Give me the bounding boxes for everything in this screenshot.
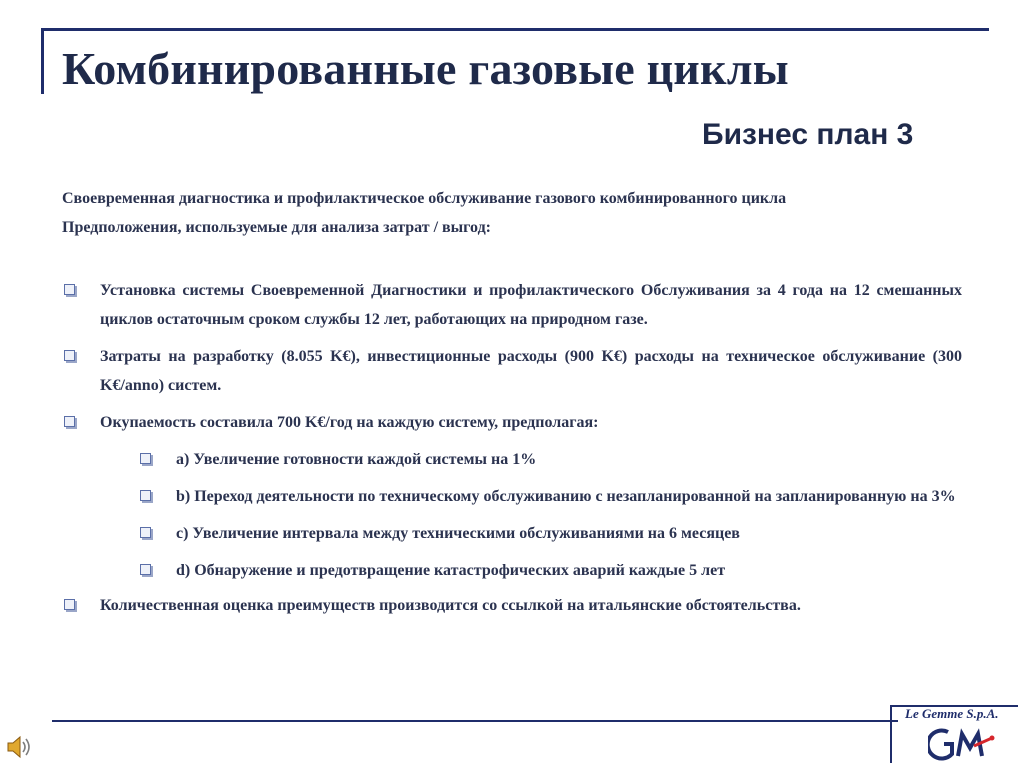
square-bullet-icon — [140, 527, 151, 538]
bullet-item — [62, 591, 962, 620]
bullet-item — [62, 276, 962, 334]
square-bullet-icon — [140, 564, 151, 575]
square-bullet-icon — [140, 490, 151, 501]
speaker-icon[interactable] — [4, 732, 34, 762]
title-accent-vertical — [41, 28, 44, 94]
slide-subtitle: Бизнес план 3 — [702, 118, 914, 151]
footer-divider — [52, 720, 898, 722]
company-name: Le Gemme S.p.A. — [905, 706, 999, 721]
sub-bullet-item — [62, 445, 962, 474]
bullet-item — [62, 342, 962, 400]
bullet-item — [62, 408, 962, 437]
square-bullet-icon — [64, 416, 75, 427]
intro-line-2: Предположения, используемые для анализа затрат / выгод: — [62, 219, 491, 236]
sub-bullet-text: d) Обнаружение и предотвращение катастрофических аварий каждые 5 лет — [176, 562, 726, 579]
square-bullet-icon — [140, 453, 151, 464]
sub-bullet-text: a) Увеличение готовности каждой системы на 1% — [176, 451, 537, 468]
bullet-text: Установка системы Своевременной Диагностики и профилактического Обслуживания за 4 года на 12 смешанных циклов остаточным сроком службы 12 лет, работающих на природном газе. — [100, 282, 962, 328]
square-bullet-icon — [64, 599, 75, 610]
sub-bullet-text: b) Переход деятельности по техническому обслуживанию с незапланированной на запланированную на 3% — [176, 488, 956, 505]
bullet-text: Затраты на разработку (8.055 K€), инвестиционные расходы (900 K€) расходы на техническое обслуживание (300 K€/anno) систем. — [100, 348, 962, 394]
square-bullet-icon — [64, 350, 75, 361]
sub-bullet-item — [62, 482, 962, 511]
title-accent-horizontal — [41, 28, 989, 31]
intro-block — [62, 184, 962, 242]
company-logo-icon — [928, 724, 998, 764]
sub-bullet-item — [62, 556, 962, 585]
intro-line-1: Своевременная диагностика и профилактическое обслуживание газового комбинированного цикла — [62, 190, 787, 207]
slide-title: Комбинированные газовые циклы — [62, 43, 789, 94]
sub-bullet-text: c) Увеличение интервала между техническими обслуживаниями на 6 месяцев — [176, 525, 740, 542]
bullet-text: Количественная оценка преимуществ производится со ссылкой на итальянские обстоятельства. — [100, 597, 801, 614]
sub-bullet-item — [62, 519, 962, 548]
square-bullet-icon — [64, 284, 75, 295]
bullet-text: Окупаемость составила 700 K€/год на каждую систему, предполагая: — [100, 414, 599, 431]
bullet-list — [62, 276, 962, 620]
